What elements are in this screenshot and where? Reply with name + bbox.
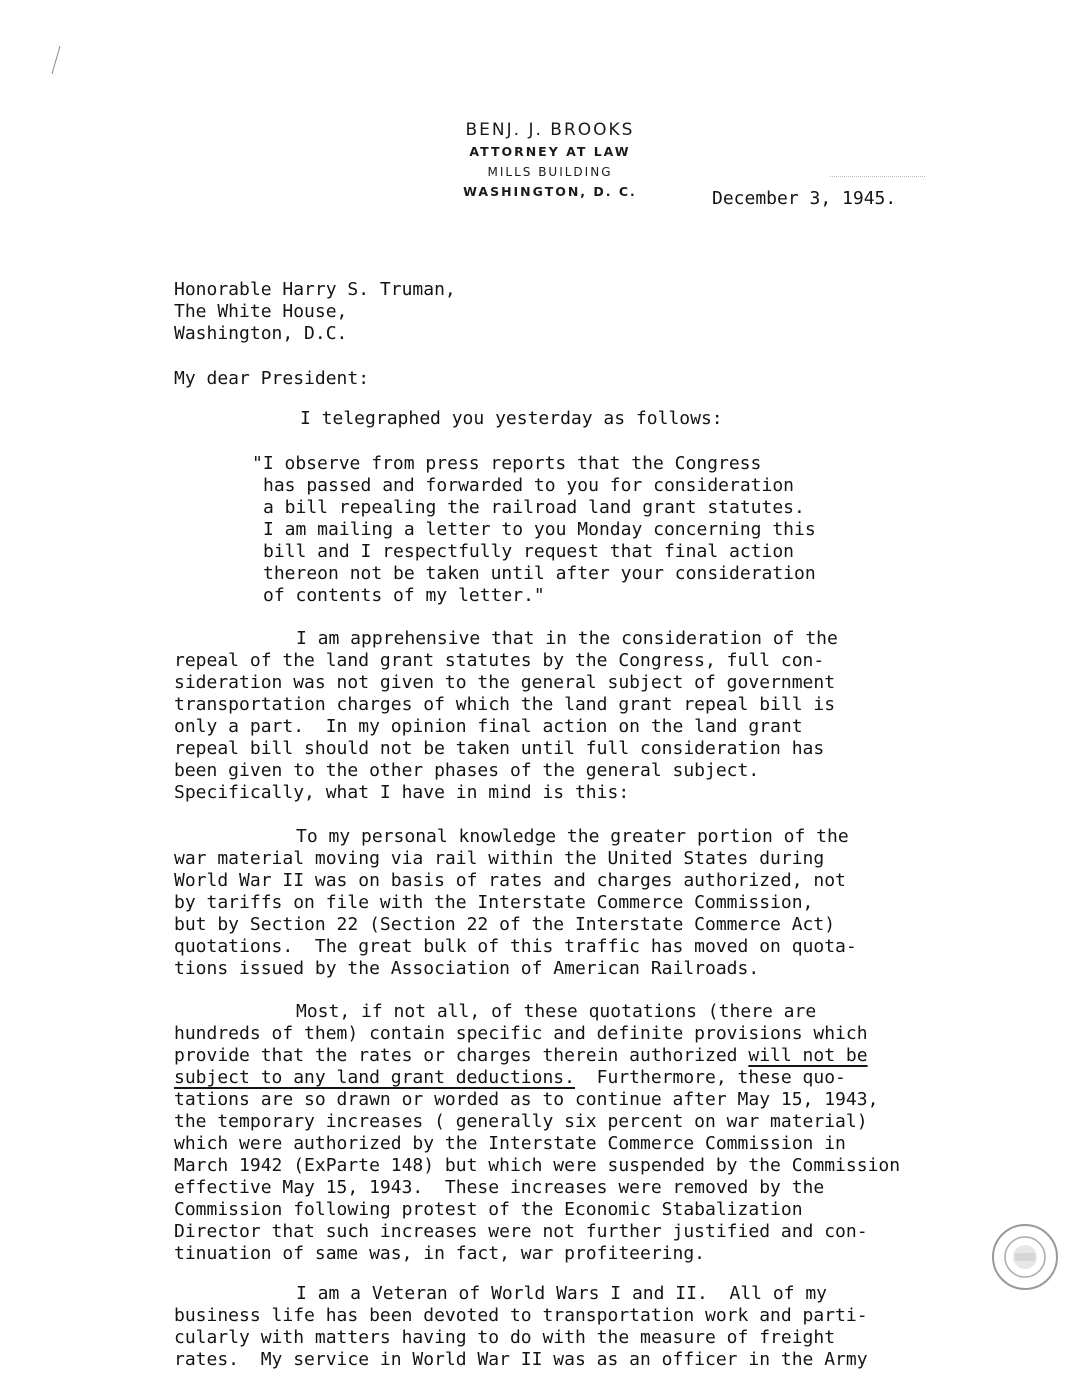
quote-line: of contents of my letter." [263, 585, 545, 606]
underlined-text: will not be [748, 1045, 868, 1066]
body-line: but by Section 22 (Section 22 of the Interstate Commerce Act) [174, 914, 836, 935]
body-line: which were authorized by the Interstate Commerce Commission in [174, 1133, 846, 1154]
underlined-text: subject to any land grant deductions. [174, 1067, 575, 1088]
quote-line: a bill repealing the railroad land grant statutes. [263, 497, 805, 518]
body-line: sideration was not given to the general subject of government [174, 672, 836, 693]
body-line: the temporary increases ( generally six percent on war material) [174, 1111, 868, 1132]
letterhead-title: ATTORNEY AT LAW [469, 144, 631, 159]
body-line: tations are so drawn or worded as to continue after May 15, 1943, [174, 1089, 879, 1110]
quote-line: "I observe from press reports that the Congress [252, 453, 762, 474]
faint-rule [830, 176, 925, 177]
body-line: only a part. In my opinion final action on the land grant [174, 716, 803, 737]
body-line: rates. My service in World War II was as an officer in the Army [174, 1349, 868, 1370]
margin-mark [46, 44, 64, 84]
letterhead-city: WASHINGTON, D. C. [463, 184, 637, 199]
address-line: Washington, D.C. [174, 323, 348, 344]
intro-line: I telegraphed you yesterday as follows: [300, 408, 723, 429]
body-line: hundreds of them) contain specific and definite provisions which [174, 1023, 868, 1044]
body-line: I am apprehensive that in the consideration of the [296, 628, 838, 649]
quote-line: has passed and forwarded to you for consideration [263, 475, 795, 496]
quote-line: I am mailing a letter to you Monday concerning this [263, 519, 816, 540]
archive-seal-stamp [990, 1222, 1060, 1292]
body-line: Commission following protest of the Economic Stabalization [174, 1199, 803, 1220]
body-line: transportation charges of which the land grant repeal bill is [174, 694, 836, 715]
address-line: The White House, [174, 301, 348, 322]
body-line: by tariffs on file with the Interstate Commerce Commission, [174, 892, 814, 913]
body-line: tions issued by the Association of American Railroads. [174, 958, 760, 979]
salutation: My dear President: [174, 368, 370, 389]
body-text: Furthermore, these quo- [574, 1067, 846, 1088]
body-line: Director that such increases were not further justified and con- [174, 1221, 868, 1242]
body-line: business life has been devoted to transportation work and parti- [174, 1305, 868, 1326]
body-line: tinuation of same was, in fact, war profiteering. [174, 1243, 706, 1264]
body-line [174, 1045, 868, 1067]
letter-date: December 3, 1945. [712, 188, 897, 209]
body-line: war material moving via rail within the United States during [174, 848, 825, 869]
body-line: I am a Veteran of World Wars I and II. All of my [296, 1283, 828, 1304]
quote-line: bill and I respectfully request that final action [263, 541, 795, 562]
body-line: cularly with matters having to do with the measure of freight [174, 1327, 836, 1348]
body-line: World War II was on basis of rates and charges authorized, not [174, 870, 846, 891]
address-line: Honorable Harry S. Truman, [174, 279, 456, 300]
quote-line: thereon not be taken until after your consideration [263, 563, 816, 584]
body-line: repeal of the land grant statutes by the Congress, full con- [174, 650, 825, 671]
body-line: Specifically, what I have in mind is this: [174, 782, 630, 803]
letterhead-building: MILLS BUILDING [487, 165, 613, 179]
body-line: Most, if not all, of these quotations (there are [296, 1001, 817, 1022]
letterhead-name: BENJ. J. BROOKS [465, 120, 635, 140]
body-line: repeal bill should not be taken until full consideration has [174, 738, 825, 759]
body-line [174, 1067, 846, 1089]
body-line: quotations. The great bulk of this traffic has moved on quota- [174, 936, 857, 957]
body-text: provide that the rates or charges therein authorized [174, 1045, 749, 1066]
body-line: effective May 15, 1943. These increases were removed by the [174, 1177, 825, 1198]
body-line: To my personal knowledge the greater portion of the [296, 826, 849, 847]
body-line: been given to the other phases of the general subject. [174, 760, 760, 781]
body-line: March 1942 (ExParte 148) but which were suspended by the Commission [174, 1155, 901, 1176]
